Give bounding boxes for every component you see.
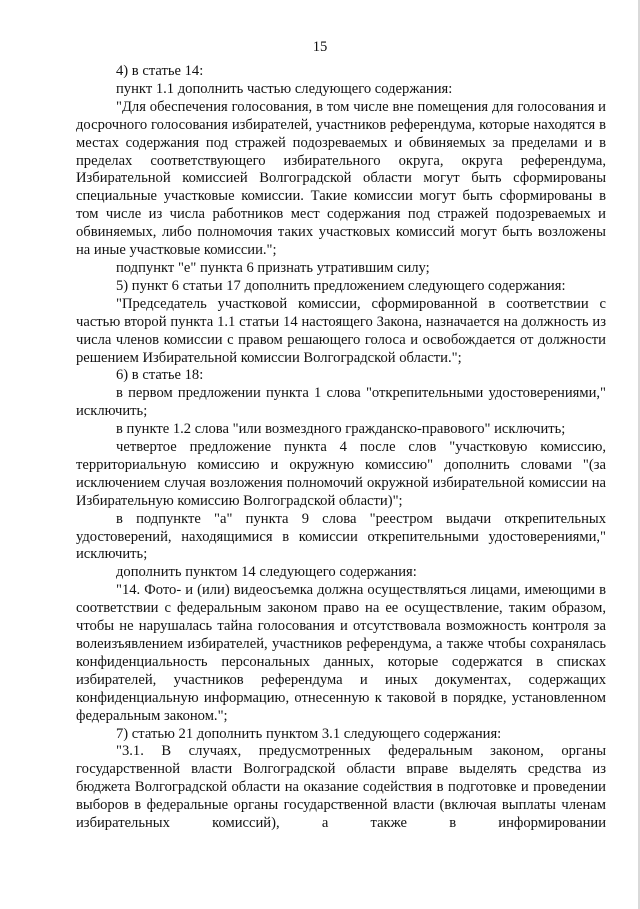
- paragraph: в пункте 1.2 слова "или возмездного гражданско-правового" исключить;: [116, 421, 566, 438]
- paragraph: четвертое предложение пункта 4 после слов "участковую комиссию, территориальную комиссию и окружную комиссию" дополнить словами "(за исключением случая возложения полномочий окружной избирательной комиссии на Избирательную комиссию Волгоградской области)";: [76, 439, 606, 509]
- paragraph: "Для обеспечения голосования, в том числе вне помещения для голосования и досрочного голосования избирателей, участников референдума, которые находятся в местах содержания под стражей подозреваемых и обвиняемых за пределами и в пределах соответствующего избирательного округа, округа референдума, Избирательной комиссией Волгоградской области могут быть сформированы специальные участковые комиссии. Такие комиссии могут быть сформированы в том числе из числа работников мест содержания под стражей подозреваемых и обвиняемых, либо полномочия таких участковых комиссий могут быть возложены на иные участковые комиссии.";: [76, 98, 606, 259]
- paragraph: "14. Фото- и (или) видеосъемка должна осуществляться лицами, имеющими в соответствии с федеральным законом право на ее осуществление, таким образом, чтобы не нарушалась тайна голосования и отсутствовала возможность контроля за волеизъявлением избирателей, участников референдума, а также чтобы сохранялась конфиденциальность персональных данных, которые содержатся в списках избирателей, участников референдума и иных документах, содержащих конфиденциальную информацию, отнесенную к таковой в порядке, установленном федеральным законом.";: [76, 582, 606, 724]
- paragraph: пункт 1.1 дополнить частью следующего содержания:: [116, 80, 453, 97]
- paragraph: дополнить пунктом 14 следующего содержания:: [116, 564, 417, 581]
- paragraph: в подпункте "а" пункта 9 слова "реестром выдачи открепительных удостоверений, находящимися в комиссии открепительными удостоверениями," исключить;: [76, 510, 606, 563]
- paragraph: 4) в статье 14:: [116, 63, 204, 79]
- paragraph: 6) в статье 18:: [116, 367, 204, 384]
- paragraph: подпункт "е" пункта 6 признать утратившим силу;: [116, 259, 430, 276]
- paragraph: 7) статью 21 дополнить пунктом 3.1 следующего содержания:: [116, 725, 502, 742]
- paragraph: 5) пункт 6 статьи 17 дополнить предложением следующего содержания:: [116, 277, 566, 294]
- page-number: 15: [312, 39, 328, 55]
- paragraph: в первом предложении пункта 1 слова "открепительными удостоверениями," исключить;: [76, 385, 606, 420]
- document-body: [76, 63, 606, 833]
- paragraph: "3.1. В случаях, предусмотренных федеральным законом, органы государственной власти Волгоградской области вправе выделять средства из бюджета Волгоградской области на оказание содействия в подготовке и проведении выборов в федеральные органы государственной власти (включая выплаты членам избирательных комиссий), а также в информировании: [76, 743, 606, 832]
- paragraph: "Председатель участковой комиссии, сформированной в соответствии с частью второй пункта 1.1 статьи 14 настоящего Закона, назначается на должность из числа членов комиссии с правом решающего голоса и освобождается от должности решением Избирательной комиссии Волгоградской области.";: [76, 295, 606, 366]
